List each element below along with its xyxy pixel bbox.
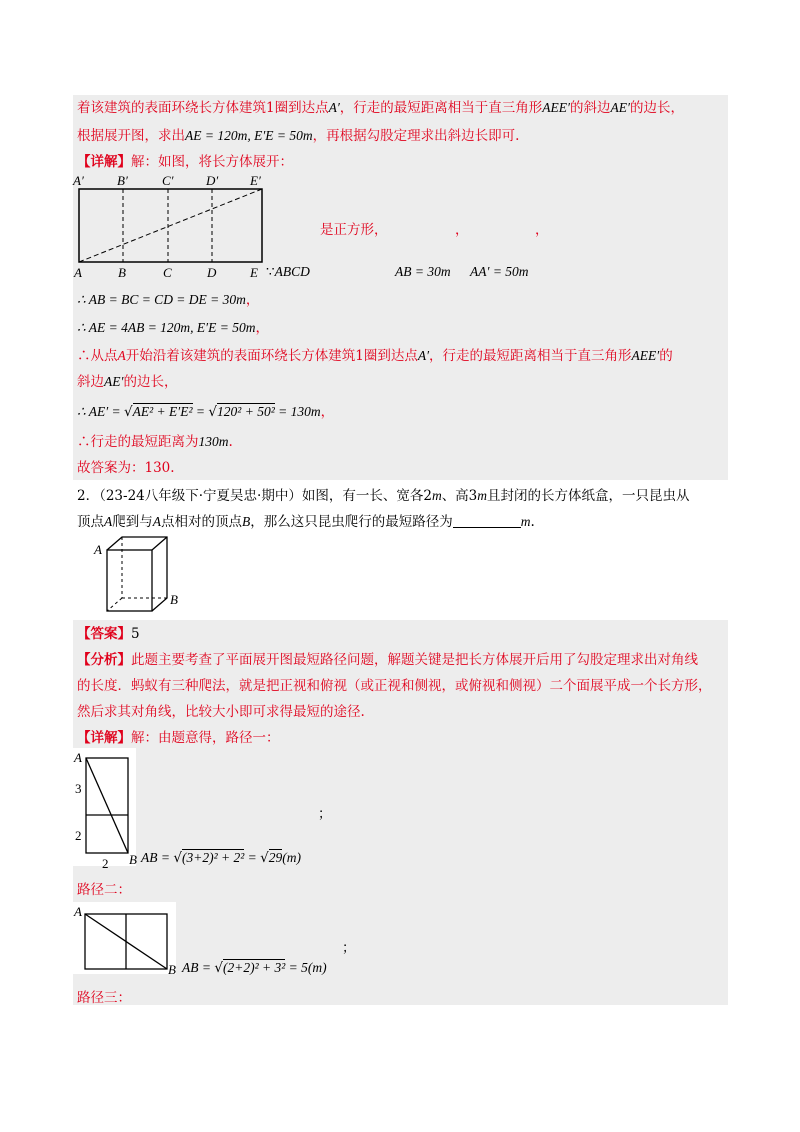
text: 此题主要考查了平面展开图最短路径问题，解题关键是把长方体展开后用了勾股定理求出对角线 (131, 652, 698, 668)
math: ∴ AE = 4AB = 120m, E′E = 50m (77, 320, 256, 335)
vertex-label: E (250, 265, 258, 280)
text-line (77, 402, 334, 422)
unit: (m) (282, 850, 302, 865)
text: ， (320, 404, 335, 420)
vertex-label: B (129, 852, 137, 867)
answer-value: 5 (131, 626, 140, 642)
text: ，那么这只昆虫爬行的最短路径为 (250, 514, 453, 530)
vertex-label: A (74, 904, 82, 919)
text-line (77, 728, 280, 748)
vertex-label: B′ (117, 173, 128, 188)
sqrt: √AE² + E′E² (124, 404, 193, 420)
text-line (77, 650, 698, 670)
math: m (431, 488, 442, 503)
figure-bg (72, 902, 176, 974)
math: AE′ (104, 374, 124, 389)
text: 点相对的顶点 (161, 514, 242, 530)
math: ∴ AB = BC = CD = DE = 30m (77, 292, 246, 307)
text: ∴行走的最短距离为 (77, 434, 199, 450)
text: ； (318, 806, 332, 822)
math: A (152, 514, 161, 529)
text-line (77, 318, 269, 338)
vertex-label: A′ (73, 173, 84, 188)
answer-blank (453, 513, 521, 528)
text: ； (342, 940, 356, 956)
text: 且封闭的长方体纸盒，一只昆虫从 (487, 488, 690, 504)
text-line (266, 262, 310, 282)
math: 130m (198, 434, 229, 449)
math: AE′ (610, 100, 630, 115)
math: m (477, 488, 488, 503)
vertex-label: D′ (206, 173, 219, 188)
vertex-label: A (74, 750, 82, 765)
length-label: 3 (75, 781, 82, 796)
text: 爬到与 (112, 514, 153, 530)
diagonal-path (79, 189, 262, 262)
hidden-edge (107, 598, 122, 611)
math: ABCD (274, 264, 310, 279)
analysis-tag: 【分析】 (77, 652, 131, 668)
text: ， (245, 292, 260, 308)
text: 的边长， (123, 374, 178, 390)
back-edges (107, 537, 167, 611)
text-line (77, 432, 233, 452)
text: . (530, 514, 535, 530)
text-line (77, 126, 519, 146)
text: （23-24八年级下·宁夏吴忠·期中）如图，有一长、宽各2 (99, 488, 432, 504)
radicand: AE² + E′E² (132, 404, 193, 419)
math: m (520, 514, 531, 529)
text: 的斜边 (570, 100, 611, 116)
vertex-label: B (170, 592, 178, 607)
math: AEE′ (631, 348, 660, 363)
vertex-label: B (168, 962, 176, 977)
radicand: (3+2)² + 2² (181, 850, 245, 865)
text: 、高3 (441, 488, 478, 504)
text-line (77, 372, 177, 392)
answer-tag: 【答案】 (77, 626, 131, 642)
sqrt: √(2+2)² + 3² (214, 960, 286, 976)
math: AB = (141, 850, 174, 865)
text-line (77, 624, 140, 644)
math: AEE′ (542, 100, 570, 115)
text: 着该建筑的表面环绕长方体建筑1圈到达点 (77, 100, 329, 116)
math: = (244, 850, 261, 865)
math: B (242, 514, 251, 529)
vertex-label: D (207, 265, 217, 280)
path2-figure (72, 902, 182, 977)
unit: (m) (307, 960, 327, 975)
detail-tag: 【详解】 (77, 730, 131, 746)
question-line (77, 486, 690, 506)
sqrt: √(3+2)² + 2² (173, 850, 245, 866)
text: 解：由题意得，路径一： (131, 730, 280, 746)
text: 解：如图，将长方体展开： (131, 154, 293, 170)
text-line: 的长度．蚂蚁有三种爬法，就是把正视和俯视（或正视和侧视，或俯视和侧视）二个面展平成一个长方形， (77, 678, 712, 694)
text-line: 然后求其对角线，比较大小即可求得最短的途径. (77, 704, 365, 720)
radicand: 29 (268, 850, 283, 865)
math: A (104, 514, 113, 529)
edge (152, 537, 167, 550)
text-line (77, 98, 684, 118)
text: 的边长， (629, 100, 684, 116)
math: A′ (328, 100, 340, 115)
question-number: 2． (77, 488, 100, 504)
length-label: 2 (75, 828, 82, 843)
equation (182, 958, 327, 978)
equation (141, 848, 301, 868)
length-label: 2 (102, 856, 109, 871)
text: 根据展开图，求出 (77, 128, 185, 144)
text: ， (255, 320, 269, 336)
box-figure (92, 532, 187, 617)
detail-tag: 【详解】 (77, 154, 131, 170)
question-line (77, 512, 535, 532)
math: AB = (182, 960, 215, 975)
text: 是正方形， (320, 222, 388, 238)
text-line (77, 152, 293, 172)
text-line (77, 346, 673, 366)
vertex-label: A (74, 265, 82, 280)
math: A (117, 348, 126, 363)
math: AB = 30m (395, 264, 451, 279)
math: = (192, 404, 209, 419)
text: 斜边 (77, 374, 104, 390)
text-line: 路径三： (77, 990, 131, 1006)
text-line: 故答案为：130. (77, 460, 175, 476)
vertex-label: E′ (250, 173, 261, 188)
text: 的 (659, 348, 673, 364)
text: ， (455, 222, 469, 238)
sqrt: √29 (260, 850, 283, 866)
because-symbol: ∵ (266, 264, 275, 280)
text: . (228, 434, 233, 450)
math: = 130m (274, 404, 321, 419)
text: ，行走的最短距离相当于直三角形 (429, 348, 632, 364)
text-line (77, 290, 259, 310)
text: ， (535, 222, 549, 238)
text: ，再根据勾股定理求出斜边长即可. (312, 128, 520, 144)
path1-figure (72, 748, 152, 873)
sqrt: √120² + 50² (208, 404, 275, 420)
text: 顶点 (77, 514, 104, 530)
text-line: 路径二： (77, 882, 131, 898)
math: = 5 (285, 960, 308, 975)
radicand: 120² + 50² (217, 404, 275, 419)
text: ∴从点 (77, 348, 118, 364)
text: 开始沿着该建筑的表面环绕长方体建筑1圈到达点 (125, 348, 418, 364)
front-face (107, 550, 152, 611)
vertex-label: C (163, 265, 172, 280)
math: AA′ = 50m (470, 264, 529, 279)
vertex-label: A (94, 542, 102, 557)
radicand: (2+2)² + 3² (222, 960, 286, 975)
unfolded-prism-figure (72, 172, 272, 282)
vertex-label: B (118, 265, 126, 280)
text: ，行走的最短距离相当于直三角形 (339, 100, 543, 116)
math: ∴ AE′ = (77, 404, 125, 419)
math: A′ (417, 348, 430, 363)
math: AE = 120m, E′E = 50m (185, 128, 313, 143)
vertex-label: C′ (162, 173, 174, 188)
